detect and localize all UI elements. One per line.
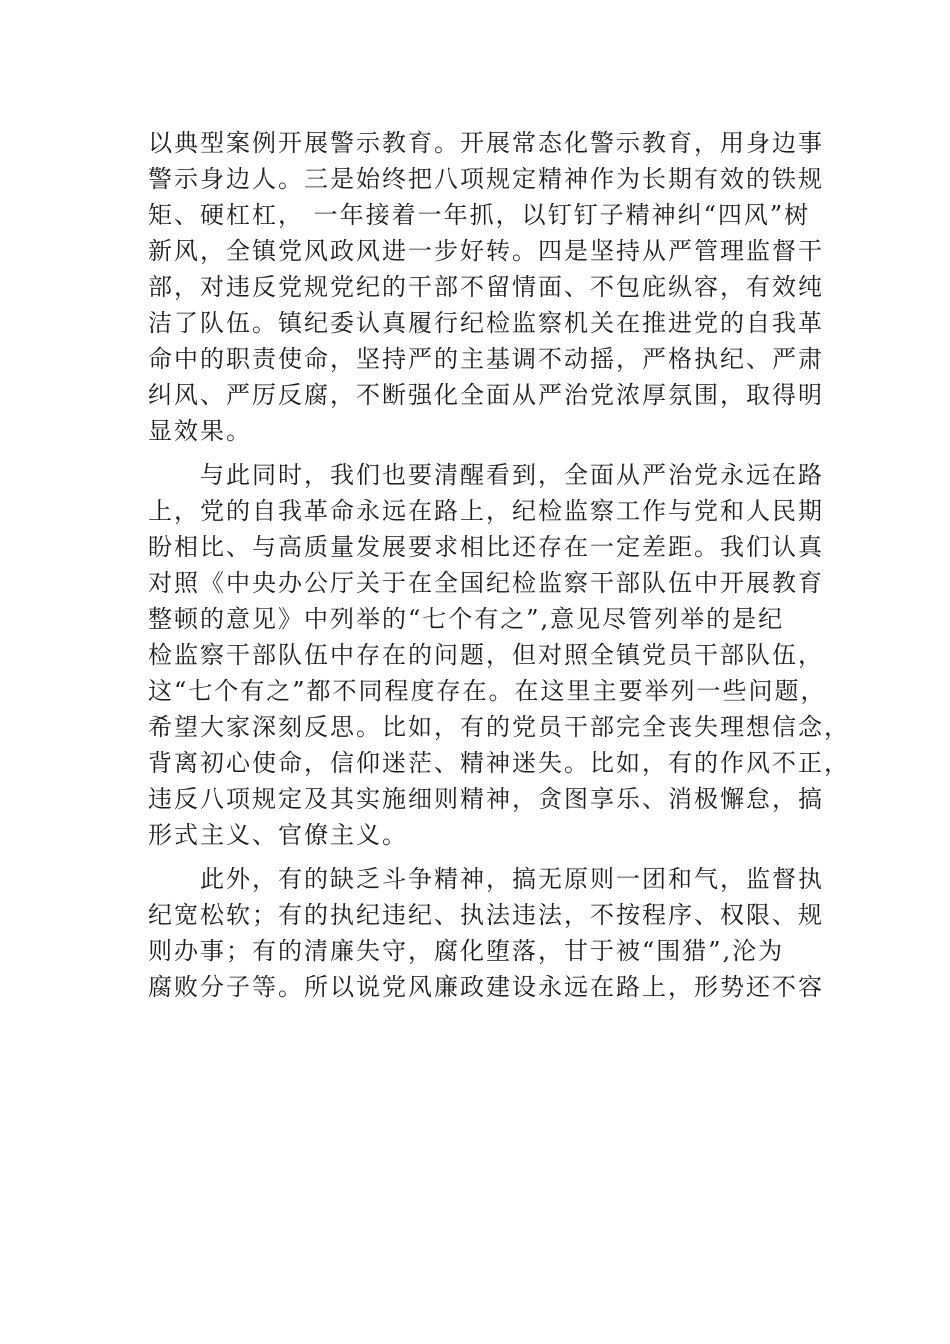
text-line: 警示身边人。三是始终把八项规定精神作为长期有效的铁规 (148, 165, 824, 193)
text-line: 背离初心使命，信仰迷茫、精神迷失。比如，有的作风不正， (148, 749, 850, 777)
text-line: 新风，全镇党风政风进一步好转。四是坚持从严管理监督干 (148, 237, 824, 265)
paragraph-2 (148, 457, 850, 853)
text-line: 显效果。 (148, 417, 252, 445)
text-line: 检监察干部队伍中存在的问题，但对照全镇党员干部队伍， (148, 641, 824, 669)
text-line: 上，党的自我革命永远在路上，纪检监察工作与党和人民期 (148, 497, 824, 525)
text-line: 部，对违反党规党纪的干部不留情面、不包庇纵容，有效纯 (148, 273, 824, 301)
text-line: 命中的职责使命，坚持严的主基调不动摇，严格执纪、严肃 (148, 345, 824, 373)
body-text (148, 125, 850, 1005)
text-line: 腐败分子等。所以说党风廉政建设永远在路上，形势还不容 (148, 973, 824, 1001)
text-line: 洁了队伍。镇纪委认真履行纪检监察机关在推进党的自我革 (148, 309, 824, 337)
text-line: 与此同时，我们也要清醒看到，全面从严治党永远在路 (200, 461, 824, 489)
text-line: 形式主义、官僚主义。 (148, 821, 408, 849)
text-line: 违反八项规定及其实施细则精神，贪图享乐、消极懈怠，搞 (148, 785, 824, 813)
text-line: 纠风、严厉反腐，不断强化全面从严治党浓厚氛围，取得明 (148, 381, 824, 409)
text-line: 这“七个有之”都不同程度存在。在这里主要举列一些问题， (148, 677, 827, 705)
text-line: 纪宽松软；有的执纪违纪、执法违法，不按程序、权限、规 (148, 901, 824, 929)
text-line: 则办事；有的清廉失守，腐化堕落，甘于被“围猎”,沦为 (148, 937, 785, 965)
text-line: 对照《中央办公厅关于在全国纪检监察干部队伍中开展教育 (148, 569, 824, 597)
paragraph-3 (148, 861, 824, 1005)
text-line: 盼相比、与高质量发展要求相比还存在一定差距。我们认真 (148, 533, 824, 561)
text-line: 此外，有的缺乏斗争精神，搞无原则一团和气，监督执 (200, 865, 824, 893)
text-line: 矩、硬杠杠， 一年接着一年抓，以钉钉子精神纠“四风”树 (148, 201, 811, 229)
text-line: 以典型案例开展警示教育。开展常态化警示教育，用身边事 (148, 129, 824, 157)
text-line: 希望大家深刻反思。比如，有的党员干部完全丧失理想信念， (148, 713, 850, 741)
text-line: 整顿的意见》中列举的“七个有之”,意见尽管列举的是纪 (148, 605, 785, 633)
paragraph-1 (148, 125, 824, 449)
